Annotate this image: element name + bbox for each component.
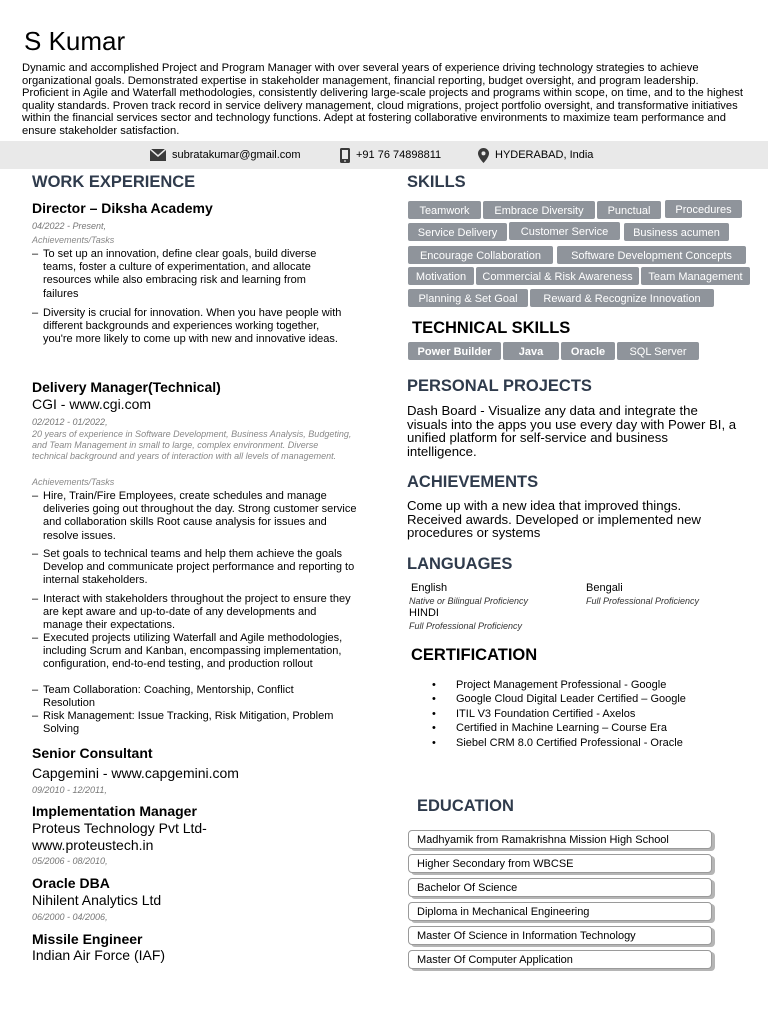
job-dates: 06/2000 - 04/2006, xyxy=(32,912,108,922)
tech-skill-chip: SQL Server xyxy=(616,341,700,361)
bullet-text: Interact with stakeholders throughout the project to ensure they are kept aware and up-to-date of any developments and manage their expectations. xyxy=(43,593,351,632)
phone-icon xyxy=(340,148,350,163)
professional-summary: Dynamic and accomplished Project and Program Manager with over several years of experience driving technology strategies to achieve organizational goals. Demonstrated expertise in stakeholder management, financial reporting, budget oversight, and program leadership. Proficient in Agile and Waterfall methodologies, consistently delivering large-scale projects and programs within scope, on time, and to the highest quality standards. Proven track record in service delivery management, cloud migrations, project portfolio oversight, and transformative initiatives within the financial services sector and technology functions. Adept at fostering collaborative environments to maximize team performance and ensure stakeholder satisfaction. xyxy=(22,62,743,137)
job-title: Missile Engineer xyxy=(32,931,143,947)
skill-chip: Service Delivery xyxy=(407,222,508,242)
skill-chip: Software Development Concepts xyxy=(556,245,747,265)
education-item: Master Of Science in Information Technology xyxy=(408,926,712,945)
job-title: Senior Consultant xyxy=(32,745,153,761)
skill-chip: Customer Service xyxy=(508,221,621,241)
certification-heading: CERTIFICATION xyxy=(411,646,538,664)
contact-location xyxy=(478,141,593,169)
job-dates: 05/2006 - 08/2010, xyxy=(32,856,108,866)
education-item: Higher Secondary from WBCSE xyxy=(408,854,712,873)
bullet-text: Executed projects utilizing Waterfall and Agile methodologies, including Scrum and Kanban, encompassing implementation, configuration, end-to-end testing, and production rollout xyxy=(43,632,343,671)
job-company: Capgemini - www.capgemini.com xyxy=(32,765,239,781)
skill-chip: Planning & Set Goal xyxy=(407,288,529,308)
skill-chip: Motivation xyxy=(407,266,475,286)
job-description: 20 years of experience in Software Development, Business Analysis, Budgeting, and Team Management in small to large, complex environment. Diverse technical background and years of interaction with all levels of management. xyxy=(32,429,352,461)
education-item: Diploma in Mechanical Engineering xyxy=(408,902,712,921)
certification-item: • Project Management Professional - Google xyxy=(432,679,667,691)
education-heading: EDUCATION xyxy=(417,797,514,815)
job-company: Indian Air Force (IAF) xyxy=(32,947,166,963)
tech-skill-chip: Java xyxy=(502,341,560,361)
contact-email[interactable] xyxy=(150,141,301,169)
personal-projects-text: Dash Board - Visualize any data and integrate the visuals into the apps you use every day with Power BI, a unified platform for self-service and business intelligence. xyxy=(407,403,737,459)
certification-item: • ITIL V3 Foundation Certified - Axelos xyxy=(432,707,636,720)
job-company: Nihilent Analytics Ltd xyxy=(32,892,162,908)
envelope-icon xyxy=(150,149,166,161)
achievements-text: Come up with a new idea that improved things. Received awards. Developed or implemented new procedures or systems xyxy=(407,498,701,541)
phone-text: +91 76 74898811 xyxy=(356,149,442,161)
bullet-text: Team Collaboration: Coaching, Mentorship, Conflict Resolution xyxy=(43,684,294,710)
candidate-name: S Kumar xyxy=(24,26,126,56)
bullet-text: Diversity is crucial for innovation. When you have people with different backgrounds and experiences working together, you're more likely to come up with new and innovative ideas. xyxy=(43,307,342,346)
skill-chip: Business acumen xyxy=(623,222,730,242)
contact-phone[interactable] xyxy=(340,141,441,169)
job-dates: 04/2022 - Present, xyxy=(32,221,107,231)
location-text: HYDERABAD, India xyxy=(495,149,594,161)
language-level: Full Professional Proficiency xyxy=(586,596,700,606)
tech-skill-chip: Oracle xyxy=(560,341,616,361)
language-level: Native or Bilingual Proficiency xyxy=(409,596,529,606)
skill-chip: Encourage Collaboration xyxy=(407,245,554,265)
skill-chip: Punctual xyxy=(596,200,662,220)
certification-item: • Siebel CRM 8.0 Certified Professional - Oracle xyxy=(432,736,683,749)
education-item: Madhyamik from Ramakrishna Mission High School xyxy=(408,830,712,849)
job-dates: 09/2010 - 12/2011, xyxy=(32,785,107,795)
skill-chip: Reward & Recognize Innovation xyxy=(529,288,715,308)
location-pin-icon xyxy=(478,148,489,163)
skill-chip: Procedures xyxy=(664,199,743,219)
skill-chip: Embrace Diversity xyxy=(482,200,596,220)
contact-bar xyxy=(0,141,768,169)
education-item: Bachelor Of Science xyxy=(408,878,712,897)
job-subhead: Achievements/Tasks xyxy=(32,477,115,487)
certification-item: • Google Cloud Digital Leader Certified – Google xyxy=(432,693,686,706)
language-level: Full Professional Proficiency xyxy=(409,621,523,631)
skill-chip: Team Management xyxy=(640,266,751,286)
technical-skills-heading: TECHNICAL SKILLS xyxy=(412,319,571,337)
certification-item: • Certified in Machine Learning – Course Era xyxy=(432,722,667,735)
work-experience-heading: WORK EXPERIENCE xyxy=(32,173,196,191)
job-title: Director – Diksha Academy xyxy=(32,200,213,216)
certification-list xyxy=(408,678,748,750)
bullet-text: Set goals to technical teams and help them achieve the goals Develop and communicate project performance and reporting to internal stakeholders. xyxy=(43,548,355,587)
email-text: subratakumar@gmail.com xyxy=(172,149,301,161)
language-name: English xyxy=(411,582,448,594)
bullet-text: Hire, Train/Fire Employees, create schedules and manage deliveries going out throughout the day. Strong customer service and collaboration skills Root cause analysis for issues and resolve issues. xyxy=(43,490,357,542)
achievements-heading: ACHIEVEMENTS xyxy=(407,473,539,491)
job-subhead: Achievements/Tasks xyxy=(32,235,115,245)
language-name: HINDI xyxy=(409,607,439,619)
languages-heading: LANGUAGES xyxy=(407,555,513,573)
job-title: Delivery Manager(Technical) xyxy=(32,379,221,395)
job-company: CGI - www.cgi.com xyxy=(32,396,152,412)
personal-projects-heading: PERSONAL PROJECTS xyxy=(407,377,592,395)
education-item: Master Of Computer Application xyxy=(408,950,712,969)
skill-chip: Commercial & Risk Awareness xyxy=(475,266,640,286)
language-name: Bengali xyxy=(586,582,623,594)
bullet-text: To set up an innovation, define clear goals, build diverse teams, foster a culture of experimentation, and allocate resources while also embracing risk and learning from failures xyxy=(43,248,317,300)
job-dates: 02/2012 - 01/2022, xyxy=(32,417,108,427)
skill-chip: Teamwork xyxy=(407,200,482,220)
skills-heading: SKILLS xyxy=(407,173,466,191)
tech-skill-chip: Power Builder xyxy=(407,341,502,361)
job-title: Oracle DBA xyxy=(32,875,110,891)
bullet-text: Risk Management: Issue Tracking, Risk Mitigation, Problem Solving xyxy=(43,710,334,736)
job-company: Proteus Technology Pvt Ltd- www.proteustech.in xyxy=(32,820,207,853)
job-title: Implementation Manager xyxy=(32,803,197,819)
